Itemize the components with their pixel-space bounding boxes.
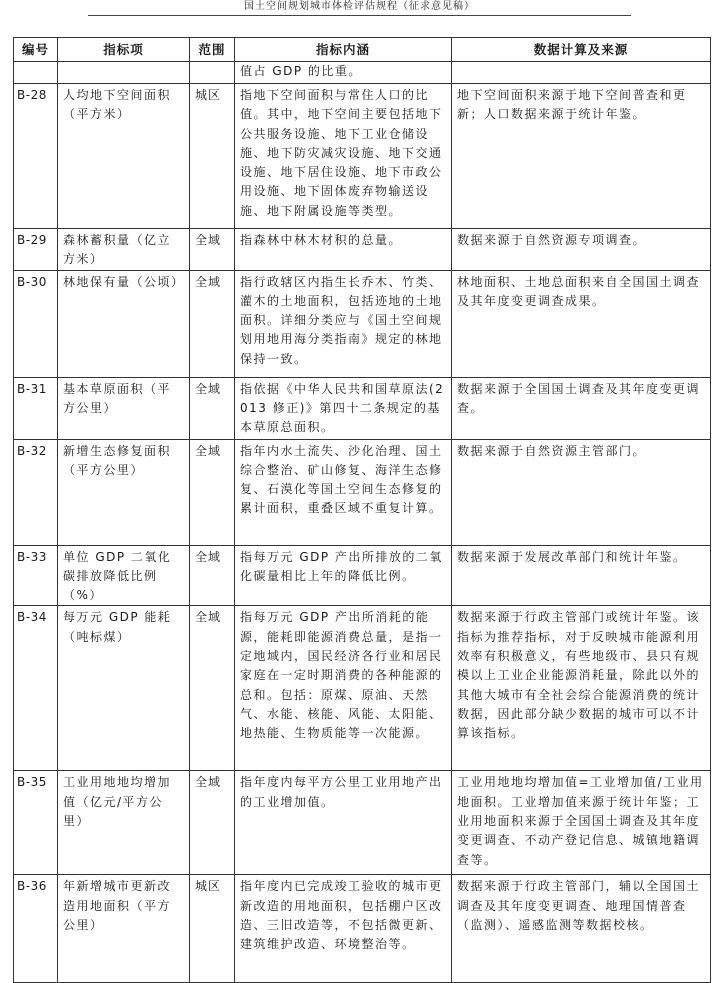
indicator-scope: 全域 [195,233,222,247]
indicator-source: 林地面积、土地总面积来自全国国土调查及其年度变更调查成果。 [457,274,701,308]
indicator-scope: 全域 [195,274,222,289]
indicator-name: 单位 GDP 二氧化碳排放降低比例（%） [63,549,172,603]
indicator-code: B-30 [17,274,47,289]
table-cell-content [235,62,452,84]
indicator-code: B-36 [17,879,47,894]
table-row [14,229,711,271]
indicator-code: B-31 [17,381,47,396]
table-row-continuation [14,62,711,84]
indicator-source: 数据来源于行政主管部门或统计年鉴。该指标为推荐指标，对于反映城市能源利用效率有积极意义，有些地级市、县只有规模以上工业企业能源消耗量，除此以外的其他大城市有全社会综合能源消费的统计数据，因此部分缺少数据的城市可以不计算该指标。 [457,610,701,741]
indicator-code: B-35 [17,775,47,790]
indicator-scope: 城区 [195,879,222,894]
table-cell-indicator [58,62,190,84]
indicator-scope: 全域 [195,549,222,564]
indicator-name: 年新增城市更新改造用地面积（平方公里） [63,879,172,933]
indicator-content: 指年度内已完成竣工验收的城市更新改造的用地面积，包括棚户区改造、三旧改造等，不包括微更新、建筑维护改造、环境整治等。 [240,879,443,952]
table-row [14,84,711,229]
header-rule [88,15,631,16]
indicator-name: 工业用地地均增加值（亿元/平方公里） [63,775,172,829]
column-header-content: 指标内涵 [235,38,452,62]
indicator-code: B-34 [17,610,47,625]
continuation-content: 值占 GDP 的比重。 [240,64,362,78]
indicator-scope: 城区 [195,88,222,102]
table-header-row [14,38,711,62]
indicator-name: 基本草原面积（平方公里） [63,381,172,415]
indicator-content: 指每万元 GDP 产出所消耗的能源，能耗即能源消费总量，是指一定地域内，国民经济各行业和居民家庭在一定时期消费的各种能源的总和。包括：原煤、原油、天然气、水能、核能、风能、太阳能、地热能、生物质能等一次能源。 [240,610,443,741]
column-header-code: 编号 [14,38,58,62]
table-cell-scope [190,62,235,84]
table-row [14,606,711,771]
indicator-name: 林地保有量（公顷） [63,274,185,289]
indicator-content: 指森林中林木材积的总量。 [240,233,403,247]
indicator-content: 指每万元 GDP 产出所排放的二氧化碳量相比上年的降低比例。 [240,549,443,583]
indicator-source: 数据来源于发展改革部门和统计年鉴。 [457,549,687,564]
page-header: 国土空间规划城市体检评估规程（征求意见稿） [244,1,475,12]
indicator-scope: 全域 [195,381,222,396]
indicator-code: B-32 [17,443,47,458]
indicator-content: 指年度内每平方公里工业用地产出的工业增加值。 [240,775,443,809]
indicator-name: 人均地下空间面积（平方米） [63,88,172,122]
indicator-source: 数据来源于行政主管部门，辅以全国国土调查及其年度变更调查、地理国情普查（监测）、遥感监测等数据校核。 [457,879,701,933]
table-row [14,875,711,983]
indicator-source: 工业用地地均增加值=工业增加值/工业用地面积。工业增加值来源于统计年鉴；工业用地面积来源于全国国土调查及其年度变更调查、不动产登记信息、城镇地籍调查等。 [457,775,704,867]
indicator-name: 新增生态修复面积（平方公里） [63,443,172,477]
column-header-indicator: 指标项 [58,38,190,62]
table-row [14,270,711,377]
table-row [14,771,711,875]
indicator-content: 指地下空间面积与常住人口的比值。其中，地下空间主要包括地下公共服务设施、地下工业仓储设施、地下防灾减灾设施、地下交通设施、地下居住设施、地下市政公用设施、地下固体废弃物输送设施、地下附属设施等类型。 [240,88,443,218]
indicator-source: 数据来源于自然资源专项调查。 [457,233,647,247]
column-header-source: 数据计算及来源 [452,38,711,62]
indicator-source: 地下空间面积来源于地下空间普查和更新；人口数据来源于统计年鉴。 [457,88,687,122]
table-cell-code [14,62,58,84]
indicator-source: 数据来源于全国国土调查及其年度变更调查。 [457,381,701,415]
column-header-scope: 范围 [190,38,235,62]
indicator-name: 每万元 GDP 能耗（吨标煤） [63,610,172,644]
indicator-scope: 全域 [195,610,222,625]
indicator-content: 指年内水土流失、沙化治理、国土综合整治、矿山修复、海洋生态修复、石漠化等国土空间生态修复的累计面积，重叠区域不重复计算。 [240,443,443,516]
indicator-code: B-33 [17,549,47,564]
indicator-scope: 全域 [195,775,222,790]
indicator-content: 指行政辖区内指生长乔木、竹类、灌木的土地面积，包括迹地的土地面积。详细分类应与《国土空间规划用地用海分类指南》规定的林地保持一致。 [240,274,443,366]
indicator-code: B-28 [17,88,47,102]
indicator-scope: 全域 [195,443,222,458]
indicator-table [13,37,711,983]
table-cell-source [452,62,711,84]
table-row [14,545,711,606]
table-row [14,439,711,545]
indicator-content: 指依据《中华人民共和国草原法(2013 修正)》第四十二条规定的基本草原总面积。 [240,381,445,435]
indicator-name: 森林蓄积量（亿立方米） [63,233,172,267]
indicator-source: 数据来源于自然资源主管部门。 [457,443,647,458]
table-row [14,377,711,439]
indicator-code: B-29 [17,233,47,247]
